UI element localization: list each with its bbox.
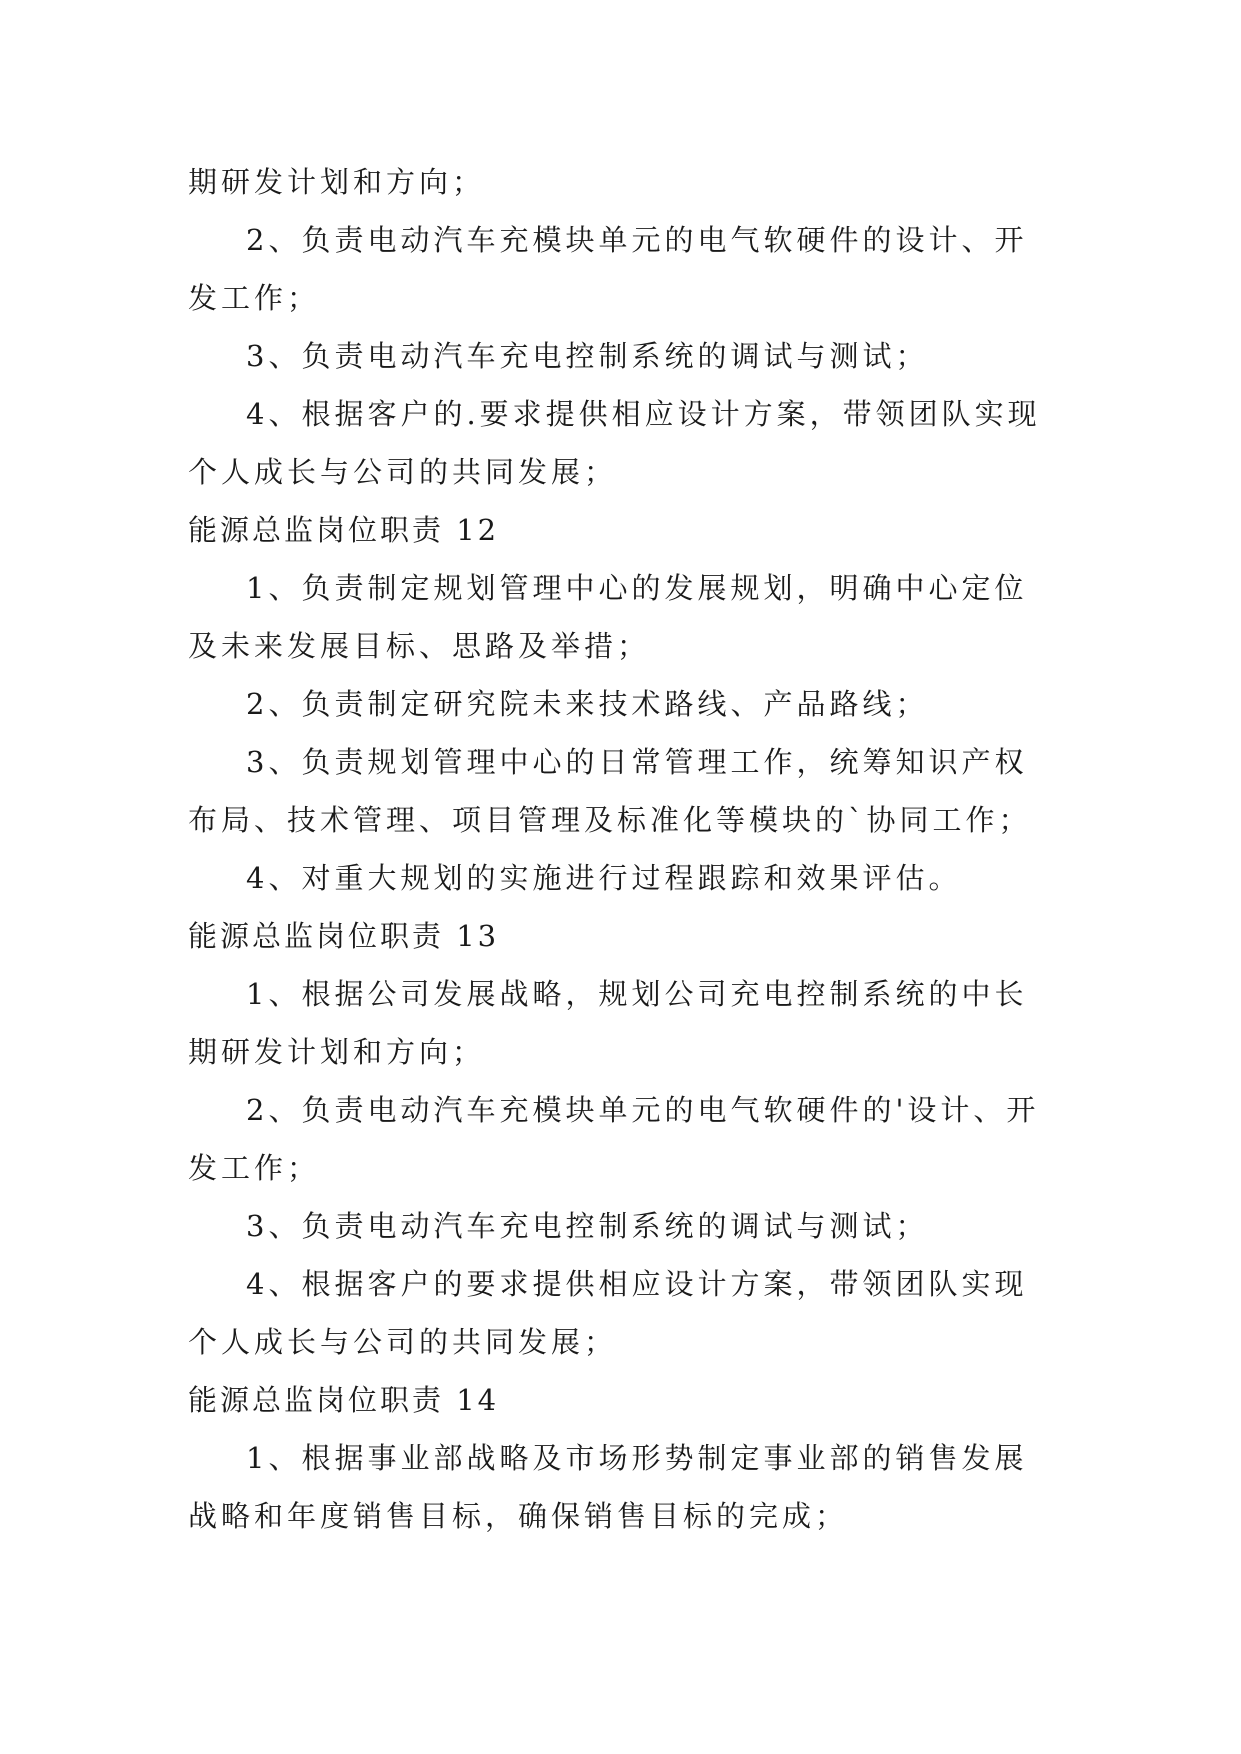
paragraph-line: 2、负责电动汽车充模块单元的电气软硬件的设计、开	[246, 223, 1028, 257]
paragraph-line: 期研发计划和方向；	[188, 165, 486, 199]
paragraph-line: 1、负责制定规划管理中心的发展规划，明确中心定位	[246, 571, 1028, 605]
paragraph-line: 1、根据公司发展战略，规划公司充电控制系统的中长	[246, 977, 1028, 1011]
paragraph-line: 2、负责制定研究院未来技术路线、产品路线；	[246, 687, 929, 721]
paragraph-line: 个人成长与公司的共同发展；	[188, 1325, 618, 1359]
paragraph-line: 3、负责电动汽车充电控制系统的调试与测试；	[246, 1209, 929, 1243]
paragraph-line: 2、负责电动汽车充模块单元的电气软硬件的'设计、开	[246, 1093, 1040, 1127]
paragraph-line: 4、根据客户的要求提供相应设计方案，带领团队实现	[246, 1267, 1028, 1301]
section-heading: 能源总监岗位职责 13	[188, 919, 500, 953]
paragraph-line: 个人成长与公司的共同发展；	[188, 455, 618, 489]
paragraph-line: 4、对重大规划的实施进行过程跟踪和效果评估。	[246, 861, 962, 895]
document-body	[188, 153, 1058, 1545]
paragraph-line: 期研发计划和方向；	[188, 1035, 486, 1069]
section-heading: 能源总监岗位职责 14	[188, 1383, 500, 1417]
paragraph-line: 发工作；	[188, 1151, 321, 1185]
paragraph-line: 1、根据事业部战略及市场形势制定事业部的销售发展	[246, 1441, 1028, 1475]
paragraph-line: 布局、技术管理、项目管理及标准化等模块的`协同工作；	[188, 803, 1032, 837]
section-heading: 能源总监岗位职责 12	[188, 513, 500, 547]
paragraph-line: 战略和年度销售目标，确保销售目标的完成；	[188, 1499, 849, 1533]
paragraph-line: 4、根据客户的.要求提供相应设计方案，带领团队实现	[246, 397, 1041, 431]
paragraph-line: 3、负责电动汽车充电控制系统的调试与测试；	[246, 339, 929, 373]
paragraph-line: 3、负责规划管理中心的日常管理工作，统筹知识产权	[246, 745, 1028, 779]
paragraph-line: 发工作；	[188, 281, 321, 315]
paragraph-line: 及未来发展目标、思路及举措；	[188, 629, 651, 663]
